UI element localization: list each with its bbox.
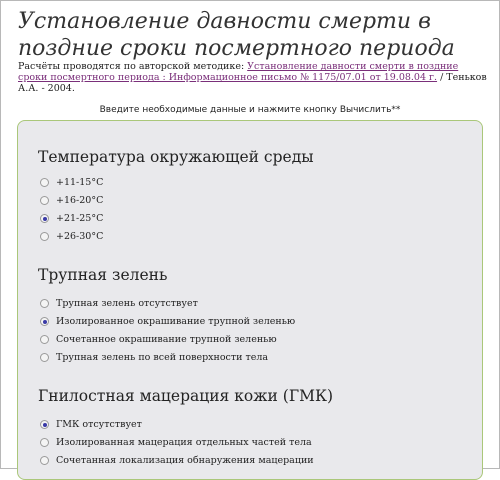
radio-button[interactable] (40, 335, 49, 344)
radio-label: +21-25°С (56, 213, 104, 224)
radio-button[interactable] (40, 178, 49, 187)
radio-label: Трупная зелень по всей поверхности тела (56, 352, 269, 363)
radio-label: Сочетанная локализация обнаружения мацерации (56, 455, 314, 466)
method-link[interactable]: Установление давности смерти в поздние сроки посмертного периода : Информационное письмо № 1175/07.01 от 19.08.04 г. (18, 61, 459, 83)
radio-button[interactable] (40, 456, 49, 465)
section-title-maceration: Гнилостная мацерация кожи (ГМК) (38, 387, 333, 405)
instruction-text: Введите необходимые данные и нажмите кнопку Вычислить** (99, 105, 401, 115)
radio-option-green-2[interactable] (40, 316, 295, 327)
radio-option-temp-3[interactable] (40, 213, 103, 224)
radio-button[interactable] (40, 196, 49, 205)
section-title-temperature: Температура окружающей среды (38, 148, 314, 166)
radio-label: +11-15°С (56, 177, 104, 188)
radio-option-temp-4[interactable] (40, 231, 103, 242)
radio-option-temp-2[interactable] (40, 195, 103, 206)
radio-option-gmk-1[interactable] (40, 419, 142, 430)
radio-button[interactable] (40, 420, 49, 429)
radio-button[interactable] (40, 353, 49, 362)
radio-label: Изолированное окрашивание трупной зеленью (56, 316, 296, 327)
method-description (18, 61, 490, 94)
radio-label: +16-20°С (56, 195, 104, 206)
radio-label: Сочетанное окрашивание трупной зеленью (56, 334, 277, 345)
radio-label: Трупная зелень отсутствует (56, 298, 198, 309)
radio-option-gmk-2[interactable] (40, 437, 312, 448)
radio-label: Изолированная мацерация отдельных частей тела (56, 437, 312, 448)
page-title: Установление давности смерти в поздние сроки посмертного периода (18, 9, 455, 61)
radio-button[interactable] (40, 232, 49, 241)
section-title-cadaveric-green: Трупная зелень (38, 266, 168, 284)
radio-label: +26-30°С (56, 231, 104, 242)
method-suffix: / Теньков А.А. - 2004. (18, 72, 487, 94)
radio-button[interactable] (40, 438, 49, 447)
radio-option-green-4[interactable] (40, 352, 268, 363)
radio-button[interactable] (40, 299, 49, 308)
radio-label: ГМК отсутствует (56, 419, 142, 430)
radio-option-green-3[interactable] (40, 334, 277, 345)
radio-option-temp-1[interactable] (40, 177, 103, 188)
radio-option-gmk-3[interactable] (40, 455, 314, 466)
radio-option-green-1[interactable] (40, 298, 198, 309)
radio-button[interactable] (40, 214, 49, 223)
radio-button[interactable] (40, 317, 49, 326)
method-prefix: Расчёты проводятся по авторской методике: (18, 61, 248, 72)
